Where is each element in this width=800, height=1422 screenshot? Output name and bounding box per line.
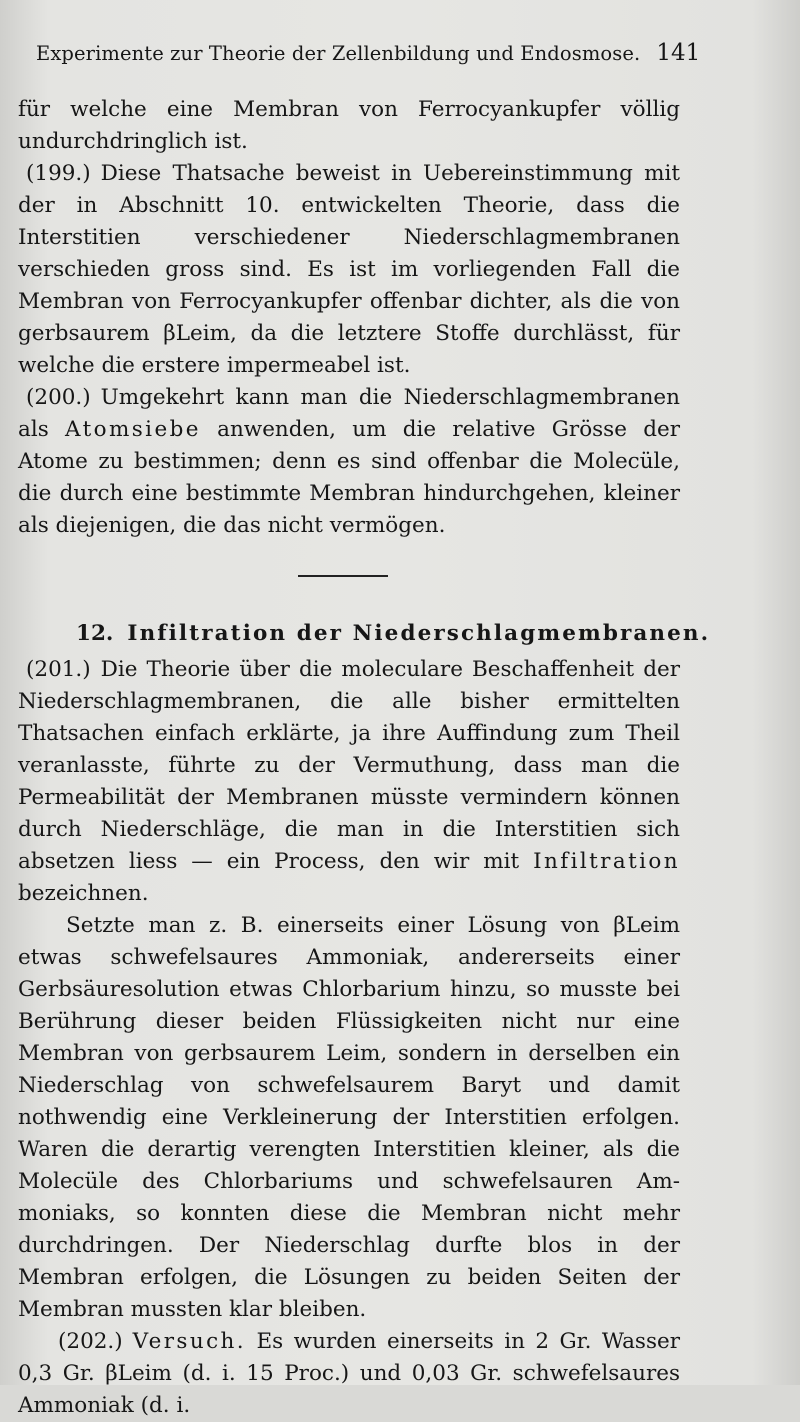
paragraph-202 [18, 1326, 680, 1422]
spaced-emphasis: Atomsiebe [65, 417, 201, 442]
section-heading [18, 616, 711, 652]
section-number: 12. [76, 621, 114, 646]
running-header [36, 40, 701, 80]
spaced-emphasis: Infiltration [533, 849, 680, 874]
running-title: Experimente zur Theorie der Zellenbildung und Endosmose. [36, 42, 641, 65]
page-body [18, 94, 711, 1422]
paragraph-continuation [18, 94, 680, 158]
paragraph-200 [18, 382, 680, 542]
paragraph-number: (200.) [26, 385, 91, 410]
divider-rule [298, 575, 388, 577]
paragraph-201-continued [18, 910, 680, 1326]
paragraph-text: anwenden, um die relative Grösse der Atome zu bestimmen; denn es sind offenbar die Molecüle, die durch eine bestimmte Membran hindurchgehen, kleiner als diejenigen, die das nicht vermögen. [18, 417, 680, 538]
paragraph-199 [18, 158, 680, 382]
paragraph-text: bezeichnen. [18, 881, 149, 906]
spaced-emphasis: Versuch. [132, 1329, 247, 1354]
paragraph-number: (199.) [26, 161, 91, 186]
paragraph-text: Umgekehrt kann man die Niederschlagmembranen als [18, 385, 680, 442]
paragraph-text: Setzte man z. B. einerseits einer Lösung von βLeim etwas schwefelsaures Ammoniak, andererseits einer Gerbsäuresolution etwas Chlorbarium hinzu, so musste bei Berührung dieser beiden Flüssigkeiten nicht nur eine Membran von gerbsaurem Leim, sondern in derselben ein Niederschlag von schwefelsaurem Baryt und damit nothwendig eine Verkleinerung der Interstitien erfolgen. Waren die derartig verengten Interstitien kleiner, als die Molecüle des Chlorbariums und schwefelsauren Ammoniaks, so konnten diese die Membran nicht mehr durchdringen. Der Niederschlag durfte blos in der Membran erfolgen, die Lösungen zu beiden Seiten der Membran mussten klar bleiben. [18, 913, 680, 1322]
page-number: 141 [656, 40, 701, 66]
paragraph-number: (201.) [26, 657, 91, 682]
section-divider [18, 542, 680, 612]
paragraph-text: Die Theorie über die moleculare Beschaffenheit der Niederschlagmembranen, die alle bisher ermittelten Thatsachen einfach erklärte, ja ihre Auffindung zum Theil veranlasste, führte zu der Vermuthung, dass man die Permeabilität der Membranen müsste vermindern können durch Niederschläge, die man in die Interstitien sich absetzen liess — ein Process, den wir mit [18, 657, 680, 874]
paragraph-text: Es wurden einerseits in 2 Gr. Wasser 0,3 Gr. βLeim (d. i. 15 Proc.) und 0,03 Gr. schwefelsaures Ammoniak (d. i. [18, 1329, 680, 1418]
paragraph-text: Diese Thatsache beweist in Uebereinstimmung mit der in Abschnitt 10. entwickelten Theorie, dass die Interstitien verschiedener Niederschlagmembranen verschieden gross sind. Es ist im vorliegenden Fall die Membran von Ferrocyankupfer offenbar dichter, als die von gerbsaurem βLeim, da die letztere Stoffe durchlässt, für welche die erstere impermeabel ist. [18, 161, 680, 378]
paragraph-number: (202.) [58, 1329, 123, 1354]
paragraph-text: für welche eine Membran von Ferrocyankupfer völlig undurchdringlich ist. [18, 97, 680, 154]
paragraph-201 [18, 654, 680, 910]
section-title: Infiltration der Niederschlagmembranen. [127, 621, 711, 646]
